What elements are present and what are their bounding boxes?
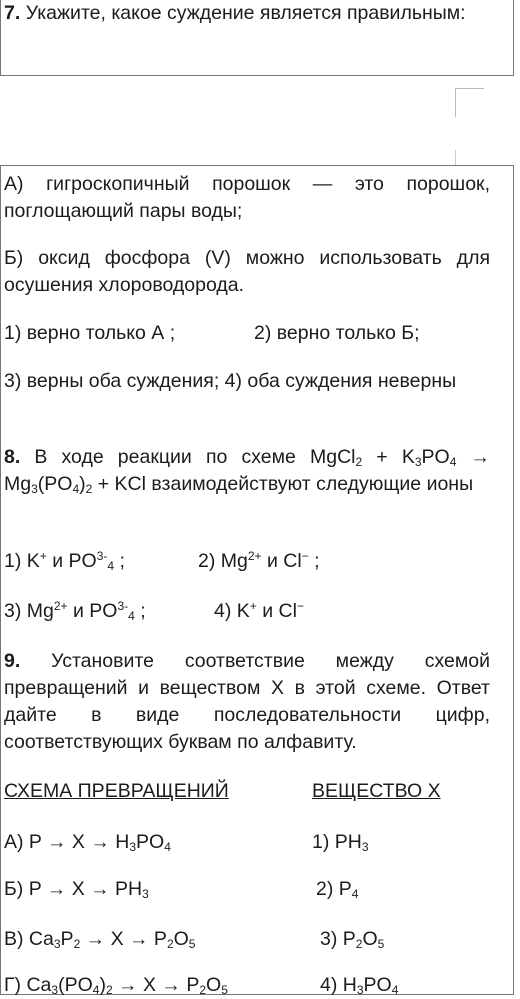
- opt-text: 4) K: [214, 600, 250, 622]
- opt-sub: 4: [128, 609, 135, 623]
- q7-options-3-4: [4, 368, 490, 395]
- opt-text: и Cl: [261, 550, 302, 572]
- q8-option-1: [4, 548, 125, 575]
- q8-number: 8.: [4, 446, 21, 468]
- opt-text: 2) Mg: [198, 550, 248, 572]
- row-text: 3) P: [320, 928, 356, 950]
- q7-option-4: 4) оба суждения неверны: [224, 370, 457, 392]
- row-text: А) P → X → H: [4, 831, 130, 853]
- q9-prompt-text: Установите соответствие между схемой превращений и веществом X в этой схеме. Ответ дайте в виде последовательности цифр, соответствующих буквам по алфавиту.: [4, 650, 491, 753]
- eq-sub: 3: [414, 455, 422, 469]
- row-text: PO: [136, 831, 165, 853]
- q8-prompt: [4, 444, 490, 498]
- opt-sup: +: [39, 549, 47, 563]
- opt-sup: +: [249, 599, 257, 613]
- q8-option-3: [4, 598, 146, 625]
- q9-header-left: СХЕМА ПРЕВРАЩЕНИЙ: [4, 780, 229, 802]
- eq-part: →: [456, 446, 491, 468]
- opt-text: ;: [134, 600, 146, 622]
- row-sub: 3: [53, 937, 61, 951]
- eq-sub: 4: [449, 455, 457, 469]
- opt-sup: 2+: [53, 599, 68, 613]
- eq-part: MgCl: [309, 446, 356, 468]
- eq-part: PO: [421, 446, 450, 468]
- row-text: O: [206, 974, 222, 996]
- q9-row-a-right: [312, 829, 369, 856]
- row-text: (PO: [58, 974, 93, 996]
- q9-row-b-left: [4, 876, 149, 903]
- row-sub: 2: [105, 983, 113, 997]
- q9-row-b-right: [316, 876, 358, 903]
- row-sub: 4: [92, 983, 100, 997]
- q9-row-d-right: [320, 972, 398, 999]
- q7-prompt: [4, 0, 490, 27]
- q7-option-2: 2) верно только Б;: [254, 322, 420, 344]
- q8-option-4: [214, 598, 304, 625]
- divider-mark: [455, 150, 456, 166]
- q9-row-c-right: [320, 926, 384, 953]
- corner-mark: [455, 88, 484, 117]
- row-sub: 2: [355, 937, 363, 951]
- q9-prompt: [4, 648, 490, 756]
- q7-option-3: 3) верны оба суждения;: [4, 370, 220, 392]
- row-sub: 4: [164, 840, 171, 854]
- q9-row-a-left: [4, 829, 171, 856]
- row-sub: 3: [361, 840, 369, 854]
- opt-sub: 4: [107, 559, 115, 573]
- opt-text: и Cl: [256, 600, 297, 622]
- row-text: O: [362, 928, 378, 950]
- eq-part: ): [79, 473, 86, 495]
- row-text: 2) P: [316, 878, 352, 900]
- q7-prompt-text: Укажите, какое суждение является правильным:: [25, 2, 466, 24]
- row-sub: 4: [391, 983, 399, 997]
- q7-option-1: 1) верно только А ;: [4, 322, 176, 344]
- row-text: Г) Ca: [4, 974, 52, 996]
- eq-sub: 3: [31, 482, 38, 496]
- row-sub: 3: [356, 983, 364, 997]
- q7-statement-b: Б) оксид фосфора (V) можно использовать для осушения хлороводорода.: [4, 247, 490, 296]
- row-text: В) Ca: [4, 928, 54, 950]
- eq-part: + K: [362, 446, 415, 468]
- row-text: PO: [363, 974, 392, 996]
- q7-statement-a: А) гигроскопичный порошок — это порошок, поглощающий пары воды;: [4, 173, 490, 222]
- opt-sup: 2+: [247, 549, 262, 563]
- row-sub: 2: [199, 983, 207, 997]
- eq-part: Mg: [4, 473, 32, 495]
- row-text: 1) PH: [312, 831, 362, 853]
- opt-sup: 3-: [96, 549, 108, 563]
- row-text: Б) P → X → PH: [4, 878, 143, 900]
- row-sub: 2: [166, 937, 174, 951]
- row-text: P: [60, 928, 74, 950]
- row-text: → X → P: [80, 928, 167, 950]
- row-sub: 4: [351, 887, 359, 901]
- row-sub: 5: [377, 937, 385, 951]
- row-text: → X → P: [112, 974, 200, 996]
- row-sub: 3: [142, 887, 149, 901]
- q8-prompt-prefix: В ходе реакции по схеме: [34, 446, 296, 468]
- q8-prompt-suffix: взаимодействуют следующие ионы: [151, 473, 474, 495]
- row-text: ): [99, 974, 106, 996]
- row-text: 4) H: [320, 974, 357, 996]
- opt-text: и PO: [46, 550, 97, 572]
- q9-header-right: ВЕЩЕСТВО X: [312, 780, 441, 802]
- q8-option-2: [198, 548, 320, 575]
- eq-part: + KCl: [92, 473, 146, 495]
- opt-text: и PO: [67, 600, 118, 622]
- eq-sub: 4: [72, 482, 80, 496]
- opt-text: ;: [308, 550, 320, 572]
- opt-sup: −: [296, 599, 304, 613]
- opt-text: 1) K: [4, 550, 40, 572]
- q9-row-d-left: [4, 972, 228, 999]
- row-sub: 5: [221, 983, 228, 997]
- opt-text: ;: [114, 550, 125, 572]
- opt-text: 3) Mg: [4, 600, 54, 622]
- eq-sub: 2: [355, 455, 363, 469]
- row-sub: 2: [73, 937, 81, 951]
- row-text: O: [173, 928, 189, 950]
- opt-sup: −: [301, 549, 309, 563]
- opt-sup: 3-: [117, 599, 129, 613]
- eq-part: (PO: [37, 473, 73, 495]
- row-sub: 3: [51, 983, 59, 997]
- row-sub: 5: [188, 937, 196, 951]
- q7-number: 7.: [4, 2, 21, 24]
- q9-number: 9.: [4, 650, 21, 672]
- eq-sub: 2: [85, 482, 93, 496]
- q9-row-c-left: [4, 926, 195, 953]
- row-sub: 3: [129, 840, 137, 854]
